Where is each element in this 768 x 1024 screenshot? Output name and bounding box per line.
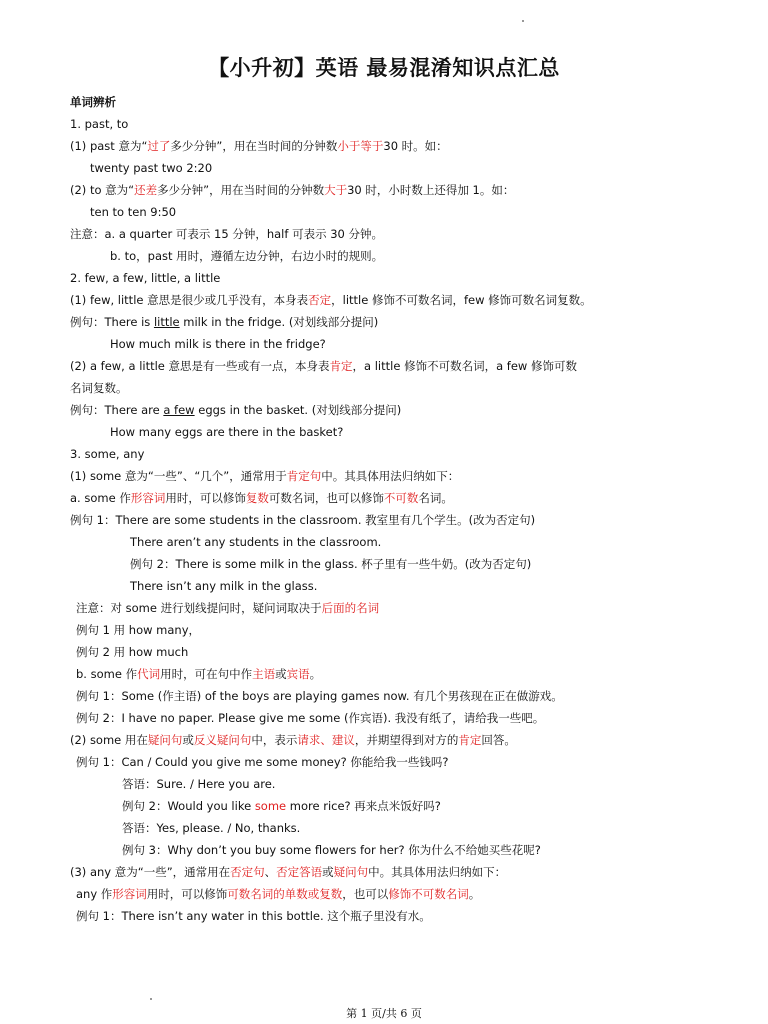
text-segment: 注意：a. a quarter 可表示 15 分钟，half 可表示 30 分钟。 (70, 227, 384, 241)
text-segment: (2) some 用在 (70, 733, 148, 747)
text-line (130, 578, 317, 594)
text-line (76, 666, 321, 682)
text-line (76, 600, 379, 616)
text-line (110, 248, 383, 264)
text-line (70, 732, 516, 748)
highlighted-text: 请求、建议 (297, 733, 355, 747)
text-segment: more rice? 再来点米饭好吗? (286, 799, 441, 813)
page-footer: 第 1 页/共 6 页 (346, 1007, 422, 1020)
text-segment: 注意：对 some 进行划线提问时，疑问词取决于 (76, 601, 322, 615)
text-line (76, 644, 188, 660)
text-segment: 名词。 (418, 491, 453, 505)
text-segment: 或 (275, 667, 287, 681)
text-segment: (1) some 意为“一些”、“几个”，通常用于 (70, 469, 287, 483)
text-segment: 用时，可以修饰 (146, 887, 228, 901)
text-segment: (1) few, little 意思是很少或几乎没有，本身表 (70, 293, 309, 307)
text-segment: b. to，past 用时，遵循左边分钟，右边小时的规则。 (110, 249, 384, 263)
text-segment: 1. past, to (70, 117, 129, 131)
text-segment: milk in the fridge. (对划线部分提问) (179, 315, 379, 329)
highlighted-text: 形容词 (130, 491, 166, 505)
text-segment: 回答。 (481, 733, 516, 747)
highlighted-text: 宾语 (286, 667, 310, 681)
text-segment: 例句 1：There isn’t any water in this bottle. 这个瓶子里没有水。 (76, 909, 431, 923)
underlined-text: little (153, 315, 180, 329)
text-segment: a. some 作 (70, 491, 131, 505)
highlighted-text: some (254, 799, 287, 813)
text-line (76, 688, 563, 704)
highlighted-text: 还差 (134, 183, 158, 197)
highlighted-text: 否定 (308, 293, 332, 307)
text-line (110, 424, 343, 440)
text-segment: There aren’t any students in the classroom. (130, 535, 382, 549)
text-segment: ，a little 修饰不可数名词，a few 修饰可数 (352, 359, 577, 373)
text-line (76, 710, 544, 726)
highlighted-text: 可数名词的单数或复数 (227, 887, 343, 901)
highlighted-text: 肯定 (329, 359, 353, 373)
text-segment: 例句 1：Can / Could you give me some money? 你能给我一些钱吗? (76, 755, 449, 769)
text-segment: 多少分钟”，用在当时间的分钟数 (157, 183, 325, 197)
text-segment: 或 (322, 865, 334, 879)
highlighted-text: 形容词 (112, 887, 147, 901)
text-segment: 例句 1：There are some students in the classroom. 教室里有几个学生。(改为否定句) (70, 513, 536, 527)
text-line (130, 556, 531, 572)
text-line (76, 754, 449, 770)
text-segment: ，也可以 (342, 887, 389, 901)
text-segment: 2. few, a few, little, a little (70, 271, 221, 285)
text-line (70, 116, 128, 132)
highlighted-text: 否定句 (230, 865, 265, 879)
text-segment: 答语：Yes, please. / No, thanks. (122, 821, 301, 835)
text-segment: b. some 作 (76, 667, 138, 681)
text-segment: any 作 (76, 887, 113, 901)
highlighted-text: 代词 (137, 667, 161, 681)
text-segment: 答语：Sure. / Here you are. (122, 777, 276, 791)
highlighted-text: 复数 (245, 491, 269, 505)
text-segment: 中，表示 (251, 733, 298, 747)
text-segment: 中。其具体用法归纳如下： (368, 865, 507, 879)
highlighted-text: 反义疑问句 (193, 733, 252, 747)
highlighted-text: 肯定 (458, 733, 482, 747)
text-line (122, 776, 275, 792)
corner-mark (522, 20, 524, 22)
text-line (70, 182, 514, 198)
text-line (70, 94, 116, 110)
text-line (76, 622, 200, 638)
text-line (70, 446, 144, 462)
highlighted-text: 疑问句 (147, 733, 183, 747)
text-segment: ten to ten 9:50 (90, 205, 177, 219)
text-segment: How many eggs are there in the basket? (110, 425, 344, 439)
text-line (70, 490, 453, 506)
highlighted-text: 修饰不可数名词 (388, 887, 469, 901)
text-line (90, 160, 212, 176)
text-segment: 3. some, any (70, 447, 145, 461)
text-segment: 。 (468, 887, 481, 901)
underlined-text: a few (163, 403, 195, 417)
text-line (130, 534, 381, 550)
text-line (70, 270, 220, 286)
text-segment: 用时，可在句中作 (160, 667, 253, 681)
highlighted-text: 大于 (324, 183, 348, 197)
text-line (90, 204, 176, 220)
text-line (70, 226, 383, 242)
text-line (70, 292, 592, 308)
text-line (70, 314, 378, 330)
text-segment: 或 (182, 733, 194, 747)
text-line (70, 468, 459, 484)
text-segment: 、 (264, 865, 277, 879)
text-segment: twenty past two 2:20 (90, 161, 213, 175)
text-segment: (1) past 意为“ (70, 139, 148, 153)
text-line (70, 402, 401, 418)
text-line (70, 512, 535, 528)
text-segment: 例句 1 用 how many， (76, 623, 201, 637)
text-segment: 例句：There is (70, 315, 154, 329)
text-segment: (2) to 意为“ (70, 183, 135, 197)
highlighted-text: 后面的名词 (321, 601, 380, 615)
text-segment: 名词复数。 (70, 381, 128, 395)
text-segment: 。 (309, 667, 322, 681)
text-segment: 单词辨析 (70, 95, 116, 109)
text-segment: eggs in the basket. (对划线部分提问) (194, 403, 402, 417)
text-line (122, 798, 441, 814)
highlighted-text: 疑问句 (333, 865, 369, 879)
text-segment: 例句 2：I have no paper. Please give me some (作宾语). 我没有纸了，请给我一些吧。 (76, 711, 545, 725)
text-segment: 用时，可以修饰 (165, 491, 246, 505)
highlighted-text: 过了 (147, 139, 171, 153)
highlighted-text: 小于等于 (337, 139, 384, 153)
text-segment: 中。其具体用法归纳如下： (321, 469, 460, 483)
highlighted-text: 不可数 (383, 491, 419, 505)
text-line (76, 886, 480, 902)
text-segment: (3) any 意为“一些”，通常用在 (70, 865, 231, 879)
highlighted-text: 否定答语 (276, 865, 323, 879)
corner-mark (150, 998, 152, 1000)
text-segment: 例句 2：There is some milk in the glass. 杯子里有一些牛奶。(改为否定句) (130, 557, 532, 571)
highlighted-text: 主语 (252, 667, 276, 681)
text-line (110, 336, 326, 352)
text-segment: 例句 1：Some (作主语) of the boys are playing games now. 有几个男孩现在正在做游戏。 (76, 689, 563, 703)
text-segment: 30 时，小时数上还得加 1。如： (347, 183, 515, 197)
text-line (70, 138, 448, 154)
text-segment: (2) a few, a little 意思是有一些或有一点，本身表 (70, 359, 330, 373)
text-segment: ，并期望得到对方的 (354, 733, 459, 747)
text-line (122, 842, 541, 858)
text-segment: 多少分钟”，用在当时间的分钟数 (170, 139, 338, 153)
text-segment: 例句 2 用 how much (76, 645, 189, 659)
text-line (76, 908, 431, 924)
text-line (70, 358, 577, 374)
text-segment: 例句 3：Why don’t you buy some flowers for her? 你为什么不给她买些花呢? (122, 843, 541, 857)
highlighted-text: 肯定句 (286, 469, 322, 483)
text-line (122, 820, 300, 836)
text-segment: 例句 2：Would you like (122, 799, 255, 813)
text-segment: 30 时。如： (383, 139, 448, 153)
text-segment: 可数名词，也可以修饰 (268, 491, 384, 505)
text-line (70, 864, 506, 880)
page-title: 【小升初】英语 最易混淆知识点汇总 (208, 56, 560, 80)
text-segment: There isn’t any milk in the glass. (130, 579, 318, 593)
text-segment: ，little 修饰不可数名词，few 修饰可数名词复数。 (331, 293, 592, 307)
text-segment: 例句：There are (70, 403, 164, 417)
text-line (70, 380, 128, 396)
text-segment: How much milk is there in the fridge? (110, 337, 326, 351)
